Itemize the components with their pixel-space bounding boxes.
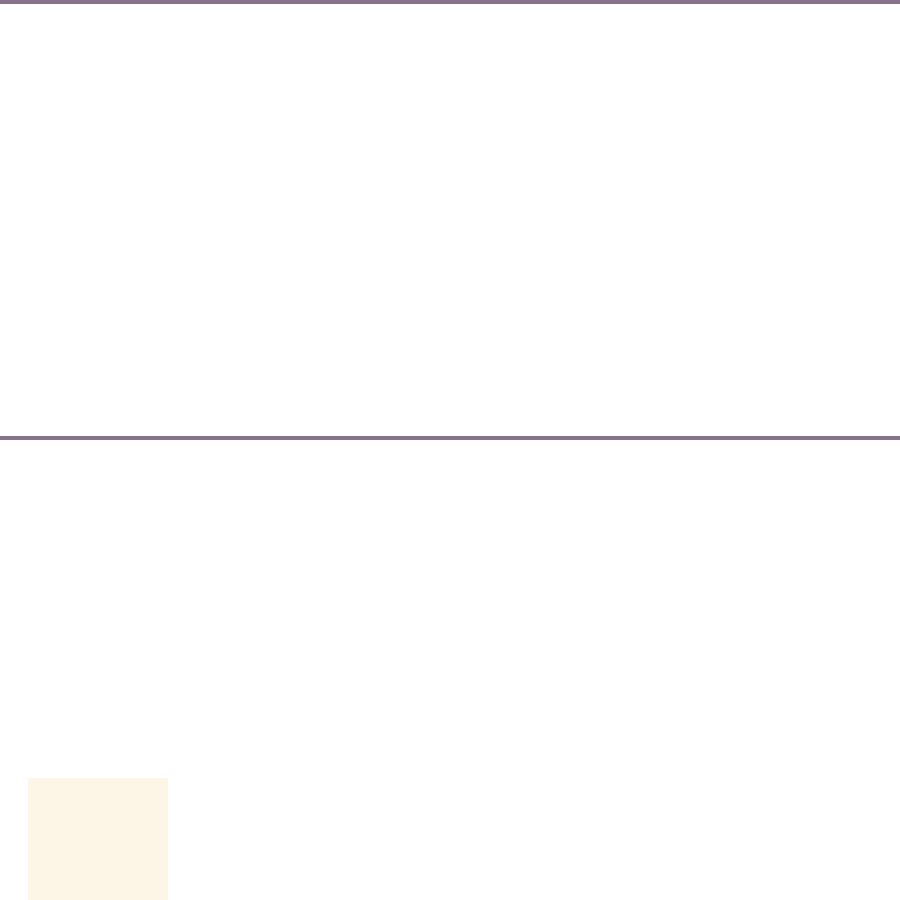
ideal-for-panel (0, 0, 900, 440)
mind-motion-logo (28, 778, 168, 900)
brain-icon (66, 788, 130, 842)
